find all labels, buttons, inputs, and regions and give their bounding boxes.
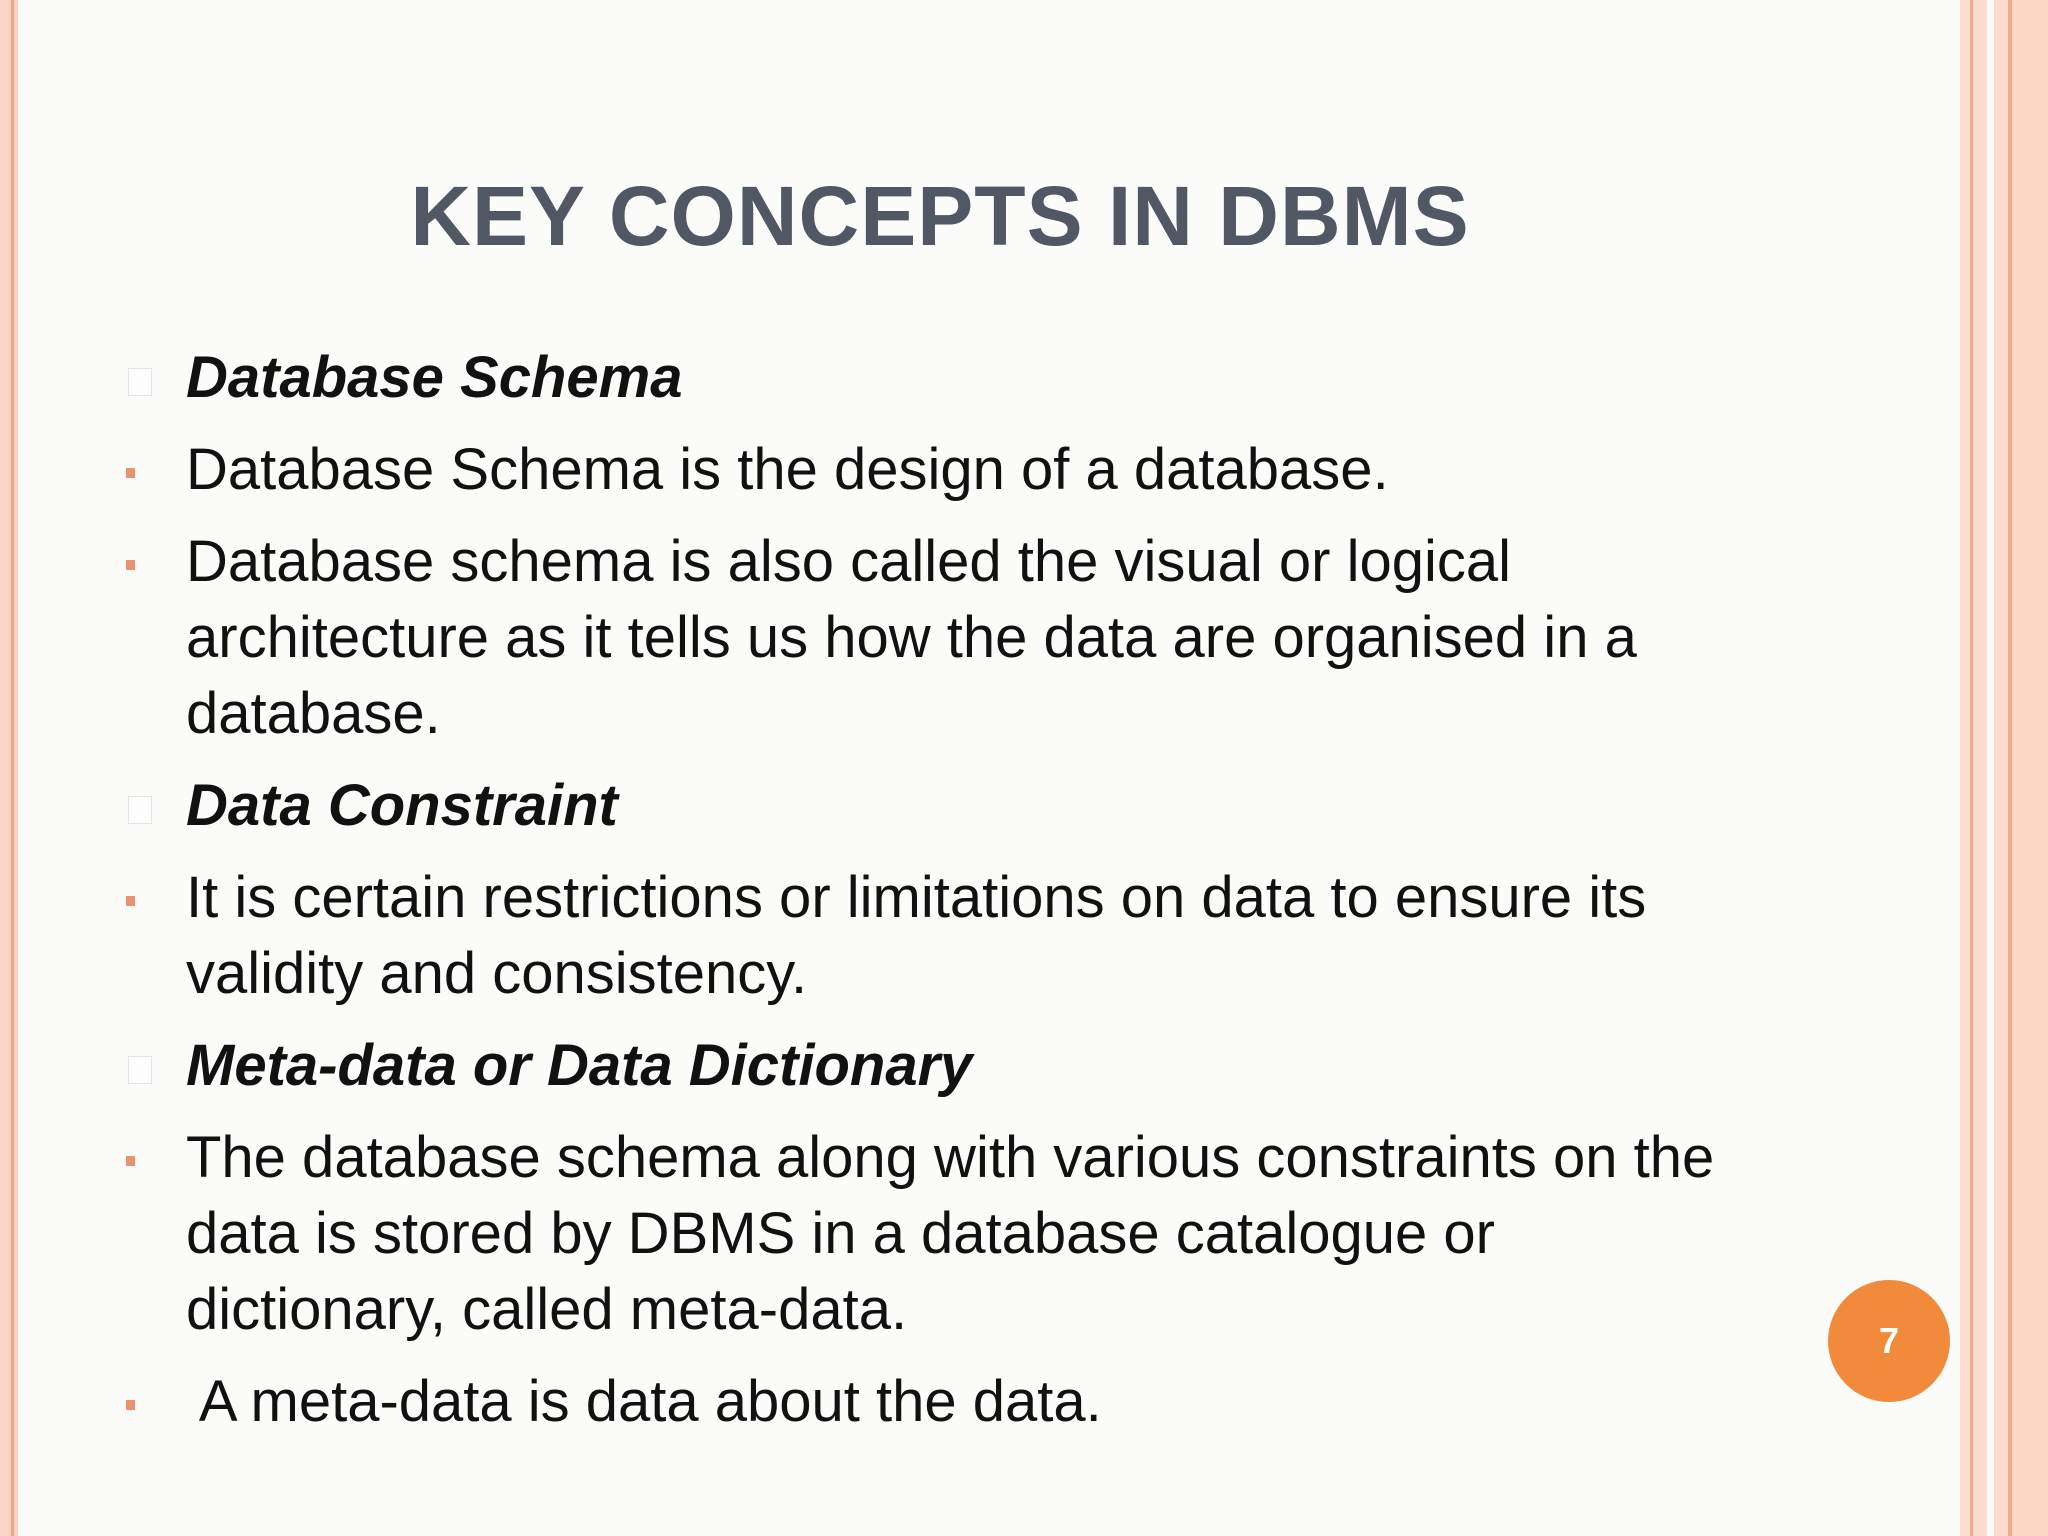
- bullet-item: [120, 1364, 1760, 1440]
- bullet-text: Database Schema is the design of a database.: [186, 437, 1389, 502]
- stripe: [1994, 0, 2008, 1536]
- bullet-item: [120, 860, 1760, 1012]
- heading-text: Meta-data or Data Dictionary: [186, 1033, 973, 1098]
- stripe: [2012, 0, 2048, 1536]
- bullet-text: The database schema along with various constraints on the data is stored by DBMS in a database catalogue or dictionary, called meta-data.: [186, 1125, 1715, 1342]
- square-bullet-icon: [126, 896, 135, 906]
- heading-checkbox-icon: [128, 1056, 152, 1084]
- section-heading: [120, 1028, 1760, 1104]
- slide-content: [120, 340, 1760, 1456]
- square-bullet-icon: [126, 468, 135, 478]
- bullet-item: [120, 524, 1760, 752]
- section-heading: [120, 768, 1760, 844]
- right-stripe-decoration: [1960, 0, 2048, 1536]
- section-heading: [120, 340, 1760, 416]
- heading-text: Data Constraint: [186, 773, 618, 838]
- bullet-text: It is certain restrictions or limitations on data to ensure its validity and consistency.: [186, 865, 1647, 1006]
- stripe: [1960, 0, 1970, 1536]
- bullet-text: A meta-data is data about the data.: [186, 1369, 1102, 1434]
- square-bullet-icon: [126, 1156, 135, 1166]
- square-bullet-icon: [126, 560, 135, 570]
- heading-text: Database Schema: [186, 345, 683, 410]
- heading-checkbox-icon: [128, 796, 152, 824]
- square-bullet-icon: [126, 1400, 135, 1410]
- heading-checkbox-icon: [128, 368, 152, 396]
- slide-title: KEY CONCEPTS IN DBMS: [410, 169, 1470, 263]
- bullet-item: [120, 432, 1760, 508]
- page-number-badge: 7: [1828, 1280, 1950, 1402]
- bullet-text: Database schema is also called the visual or logical architecture as it tells us how the data are organised in a database.: [186, 529, 1637, 746]
- bullet-item: [120, 1120, 1760, 1348]
- stripe: [1973, 0, 1987, 1536]
